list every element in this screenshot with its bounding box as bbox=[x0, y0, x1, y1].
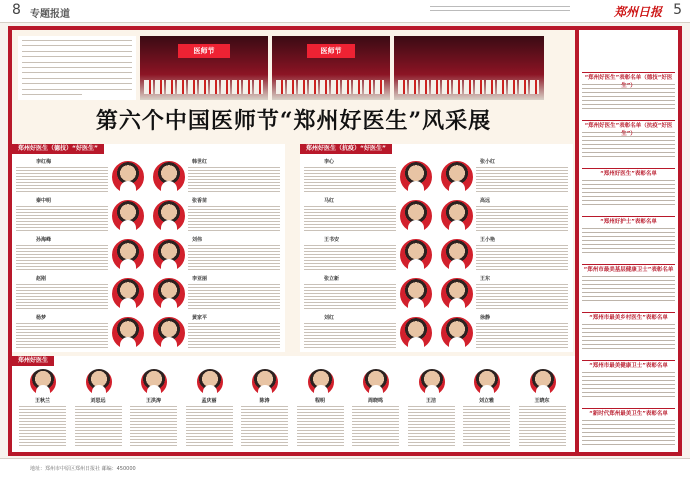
doctor-bio-text bbox=[408, 404, 455, 448]
doctor-portrait bbox=[440, 316, 474, 350]
honor-list-title: “郑州好医生”表彰名单（德技“好医生”） bbox=[582, 72, 675, 81]
intro-text-line bbox=[22, 45, 132, 46]
doctor-name: 高远 bbox=[480, 198, 491, 204]
doctor-bio-text bbox=[188, 165, 280, 193]
honor-list-names bbox=[582, 273, 675, 303]
honor-list-block bbox=[582, 312, 675, 351]
intro-text-line bbox=[22, 67, 132, 68]
doctor-bio-text bbox=[304, 282, 396, 310]
doctor-bio-text bbox=[16, 165, 108, 193]
doctor-bio-text bbox=[304, 165, 396, 193]
doctor-bio-text bbox=[130, 404, 177, 448]
panel-left bbox=[12, 144, 285, 352]
doctor-card bbox=[440, 197, 568, 233]
intro-text-line bbox=[22, 83, 132, 84]
masthead-logo: 郑州日报 bbox=[613, 5, 662, 19]
doctor-name: 黄家平 bbox=[192, 315, 208, 321]
doctor-name: 王秋兰 bbox=[34, 398, 50, 404]
doctor-name: 刘思远 bbox=[90, 398, 106, 404]
strip-doctor bbox=[238, 368, 291, 450]
doctor-card bbox=[304, 314, 432, 350]
doctor-card bbox=[440, 236, 568, 272]
footer-text: 地址：郑州市中原区郑州日报社 邮编：450000 bbox=[30, 466, 136, 472]
strip-doctor bbox=[460, 368, 513, 450]
intro-text-line bbox=[22, 78, 132, 79]
intro-text-block bbox=[18, 36, 136, 100]
doctor-portrait bbox=[152, 238, 186, 272]
honor-list-title: “郑州市最美基层健康卫士”表彰名单 bbox=[582, 264, 675, 273]
doctor-name: 张小红 bbox=[480, 159, 496, 165]
doctor-bio-text bbox=[352, 404, 399, 448]
doctor-card bbox=[304, 236, 432, 272]
intro-text-line bbox=[22, 51, 132, 52]
doctor-card bbox=[16, 275, 144, 311]
panel-right-title: 郑州好医生（抗疫）“好医生” bbox=[300, 144, 392, 154]
honor-list-names bbox=[582, 417, 675, 447]
doctor-card bbox=[304, 197, 432, 233]
section-label: 专题报道 bbox=[30, 9, 70, 20]
honor-list-title: “郑州好医生”表彰名单 bbox=[582, 168, 675, 177]
strip-doctor bbox=[183, 368, 236, 450]
doctor-portrait bbox=[140, 368, 168, 396]
honor-list-title: “郑州好护士”表彰名单 bbox=[582, 216, 675, 225]
doctor-name: 王晓东 bbox=[534, 398, 550, 404]
intro-text-line bbox=[22, 62, 132, 63]
doctor-bio-text bbox=[188, 321, 280, 349]
doctor-bio-text bbox=[186, 404, 233, 448]
strip-doctor bbox=[127, 368, 180, 450]
honor-list-names bbox=[582, 321, 675, 351]
strip-doctor bbox=[72, 368, 125, 450]
panel-left-title: 郑州好医生（德技）“好医生” bbox=[12, 144, 104, 154]
doctor-name: 王东 bbox=[480, 276, 491, 282]
doctor-portrait bbox=[152, 160, 186, 194]
doctor-name: 王洪涛 bbox=[145, 398, 161, 404]
doctor-bio-text bbox=[188, 204, 280, 232]
honor-list-title: “郑州市最美乡村医生”表彰名单 bbox=[582, 312, 675, 321]
doctor-card bbox=[16, 314, 144, 350]
doctor-portrait bbox=[111, 316, 145, 350]
strip-doctor bbox=[16, 368, 69, 450]
doctor-bio-text bbox=[476, 165, 568, 193]
doctor-portrait bbox=[196, 368, 224, 396]
honor-list-sidebar bbox=[579, 30, 678, 452]
honor-list-title: “新时代郑州最美卫生”表彰名单 bbox=[582, 408, 675, 417]
strip-doctor bbox=[405, 368, 458, 450]
doctor-name: 徐静 bbox=[480, 315, 491, 321]
doctor-name: 韩世红 bbox=[192, 159, 208, 165]
doctor-portrait bbox=[399, 277, 433, 311]
doctor-bio-text bbox=[16, 243, 108, 271]
honor-list-block bbox=[582, 264, 675, 303]
doctor-bio-text bbox=[19, 404, 66, 448]
doctor-portrait bbox=[307, 368, 335, 396]
doctor-card bbox=[152, 197, 280, 233]
doctor-bio-text bbox=[16, 282, 108, 310]
doctor-portrait bbox=[111, 277, 145, 311]
doctor-portrait bbox=[440, 238, 474, 272]
strip-doctor bbox=[516, 368, 569, 450]
strip-doctor bbox=[294, 368, 347, 450]
doctor-bio-text bbox=[476, 321, 568, 349]
doctor-portrait bbox=[399, 316, 433, 350]
header-meta-lines bbox=[430, 6, 570, 11]
doctor-card bbox=[16, 197, 144, 233]
doctor-card bbox=[440, 314, 568, 350]
honor-list-block bbox=[582, 168, 675, 207]
doctor-name: 刘伟 bbox=[192, 237, 203, 243]
doctor-portrait bbox=[440, 199, 474, 233]
doctor-bio-text bbox=[297, 404, 344, 448]
doctor-name: 程明 bbox=[314, 398, 325, 404]
doctor-bio-text bbox=[16, 204, 108, 232]
doctor-card bbox=[152, 158, 280, 194]
ceremony-photo-2: 医师节 bbox=[272, 36, 390, 100]
doctor-strip bbox=[12, 356, 575, 452]
doctor-bio-text bbox=[241, 404, 288, 448]
honor-list-block bbox=[582, 120, 675, 159]
doctor-portrait bbox=[111, 238, 145, 272]
doctor-portrait bbox=[362, 368, 390, 396]
doctor-card bbox=[16, 158, 144, 194]
honor-list-title: “郑州市最美健康卫士”表彰名单 bbox=[582, 360, 675, 369]
doctor-portrait bbox=[440, 277, 474, 311]
doctor-bio-text bbox=[476, 204, 568, 232]
doctor-portrait bbox=[152, 277, 186, 311]
doctor-bio-text bbox=[16, 321, 108, 349]
doctor-bio-text bbox=[519, 404, 566, 448]
honor-list-block bbox=[582, 72, 675, 111]
doctor-portrait bbox=[152, 199, 186, 233]
doctor-name: 杨梦 bbox=[36, 315, 47, 321]
doctor-name: 王小艳 bbox=[480, 237, 496, 243]
intro-text-line bbox=[22, 94, 82, 95]
doctor-portrait bbox=[399, 160, 433, 194]
honor-list-names bbox=[582, 177, 675, 207]
doctor-portrait bbox=[529, 368, 557, 396]
doctor-portrait bbox=[440, 160, 474, 194]
intro-text-line bbox=[22, 40, 132, 41]
doctor-portrait bbox=[418, 368, 446, 396]
doctor-bio-text bbox=[304, 321, 396, 349]
strip-doctor bbox=[349, 368, 402, 450]
doctor-name: 赵刚 bbox=[36, 276, 47, 282]
doctor-bio-text bbox=[188, 243, 280, 271]
doctor-name: 孟庆丽 bbox=[201, 398, 217, 404]
doctor-card bbox=[304, 275, 432, 311]
panel-right bbox=[300, 144, 573, 352]
honor-list-title: “郑州好医生”表彰名单（抗疫“好医生”） bbox=[582, 120, 675, 129]
doctor-portrait bbox=[399, 199, 433, 233]
doctor-card bbox=[152, 275, 280, 311]
doctor-portrait bbox=[111, 199, 145, 233]
honor-list-names bbox=[582, 369, 675, 399]
doctor-card bbox=[440, 158, 568, 194]
doctor-portrait bbox=[111, 160, 145, 194]
page-title: 第六个中国医师节“郑州好医生”风采展 bbox=[95, 108, 492, 134]
doctor-name: 张立新 bbox=[324, 276, 340, 282]
page-number-left: 8 bbox=[12, 2, 21, 18]
doctor-bio-text bbox=[476, 243, 568, 271]
doctor-card bbox=[152, 236, 280, 272]
doctor-portrait bbox=[152, 316, 186, 350]
doctor-bio-text bbox=[476, 282, 568, 310]
doctor-bio-text bbox=[75, 404, 122, 448]
strip-title: 郑州好医生 bbox=[12, 356, 54, 366]
doctor-name: 孙海峰 bbox=[36, 237, 52, 243]
doctor-name: 李红梅 bbox=[36, 159, 52, 165]
doctor-portrait bbox=[29, 368, 57, 396]
ceremony-photo-1: 医师节 bbox=[140, 36, 268, 100]
page-number-right: 5 bbox=[673, 2, 682, 18]
intro-text-line bbox=[22, 89, 132, 90]
doctor-name: 刘立雅 bbox=[478, 398, 494, 404]
doctor-name: 王书安 bbox=[324, 237, 340, 243]
honor-list-block bbox=[582, 408, 675, 447]
doctor-name: 刘红 bbox=[324, 315, 335, 321]
doctor-card bbox=[304, 158, 432, 194]
doctor-name: 王洁 bbox=[425, 398, 436, 404]
doctor-name: 李亚丽 bbox=[192, 276, 208, 282]
doctor-name: 周晓鸣 bbox=[367, 398, 383, 404]
honor-list-block bbox=[582, 360, 675, 399]
doctor-portrait bbox=[399, 238, 433, 272]
doctor-card bbox=[16, 236, 144, 272]
doctor-name: 马红 bbox=[324, 198, 335, 204]
doctor-name: 张香苗 bbox=[192, 198, 208, 204]
ceremony-photo-3 bbox=[394, 36, 544, 100]
intro-text-line bbox=[22, 56, 132, 57]
doctor-bio-text bbox=[304, 243, 396, 271]
page-footer bbox=[0, 458, 690, 483]
doctor-portrait bbox=[85, 368, 113, 396]
honor-list-block bbox=[582, 216, 675, 255]
page-header bbox=[0, 0, 690, 23]
doctor-name: 秦中明 bbox=[36, 198, 52, 204]
doctor-card bbox=[152, 314, 280, 350]
intro-text-line bbox=[22, 72, 132, 73]
honor-list-names bbox=[582, 225, 675, 255]
doctor-name: 李心 bbox=[324, 159, 335, 165]
doctor-bio-text bbox=[463, 404, 510, 448]
doctor-card bbox=[440, 275, 568, 311]
doctor-bio-text bbox=[188, 282, 280, 310]
doctor-name: 陈涛 bbox=[259, 398, 270, 404]
doctor-bio-text bbox=[304, 204, 396, 232]
doctor-portrait bbox=[251, 368, 279, 396]
doctor-portrait bbox=[473, 368, 501, 396]
